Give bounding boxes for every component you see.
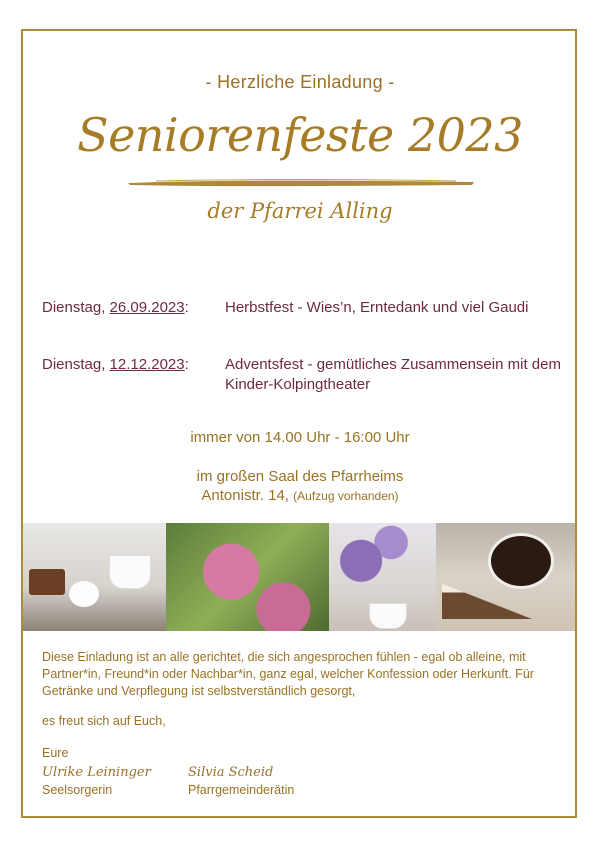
- roses-photo: [166, 523, 329, 631]
- signatory-role: Seelsorgerin: [42, 783, 113, 797]
- closing: Eure: [42, 746, 69, 760]
- event-description: Adventsfest - gemütliches Zusammensein mit dem Kinder-Kolpingtheater: [225, 356, 561, 393]
- page-title: Seniorenfeste 2023: [77, 108, 523, 162]
- venue-line: im großen Saal des Pfarrheims: [196, 468, 404, 485]
- signature: Ulrike Leininger: [42, 765, 151, 780]
- venue-address: [0, 487, 600, 504]
- signature: Silvia Scheid: [188, 765, 274, 780]
- event-weekday: Dienstag,: [42, 299, 106, 316]
- event-date-suffix: :: [184, 299, 189, 316]
- invitation-body: Diese Einladung ist an alle gerichtet, die sich angesprochen fühlen - egal ob alleine, mit Partner*in, Freund*in oder Nachbar*in, ganz egal, welcher Konfession oder Herkunft. Für Getränke und Verpflegung ist selbstverständlich gesorgt,: [42, 650, 534, 698]
- lilac-teacup-photo: [329, 523, 436, 631]
- venue-street: Antonistr. 14,: [201, 487, 289, 504]
- greeting: es freut sich auf Euch,: [42, 714, 166, 728]
- venue-note: (Aufzug vorhanden): [293, 489, 399, 503]
- event-date-label: [42, 355, 189, 375]
- brush-stroke-divider: [126, 178, 476, 188]
- coffee-cookies-photo: [23, 523, 166, 631]
- cake-coffee-photo: [436, 523, 575, 631]
- event-date-suffix: :: [184, 356, 189, 373]
- event-date: 12.12.2023: [109, 356, 185, 373]
- photo-strip: [23, 523, 575, 631]
- signatory-role: Pfarrgemeinderätin: [188, 783, 295, 797]
- event-weekday: Dienstag,: [42, 356, 106, 373]
- event-time: immer von 14.00 Uhr - 16:00 Uhr: [190, 429, 410, 446]
- page-subtitle: der Pfarrei Alling: [207, 199, 393, 223]
- event-date-label: [42, 298, 189, 318]
- event-description: Herbstfest - Wies’n, Erntedank und viel Gaudi: [225, 299, 529, 316]
- event-date: 26.09.2023: [109, 299, 185, 316]
- invitation-kicker: - Herzliche Einladung -: [205, 72, 395, 92]
